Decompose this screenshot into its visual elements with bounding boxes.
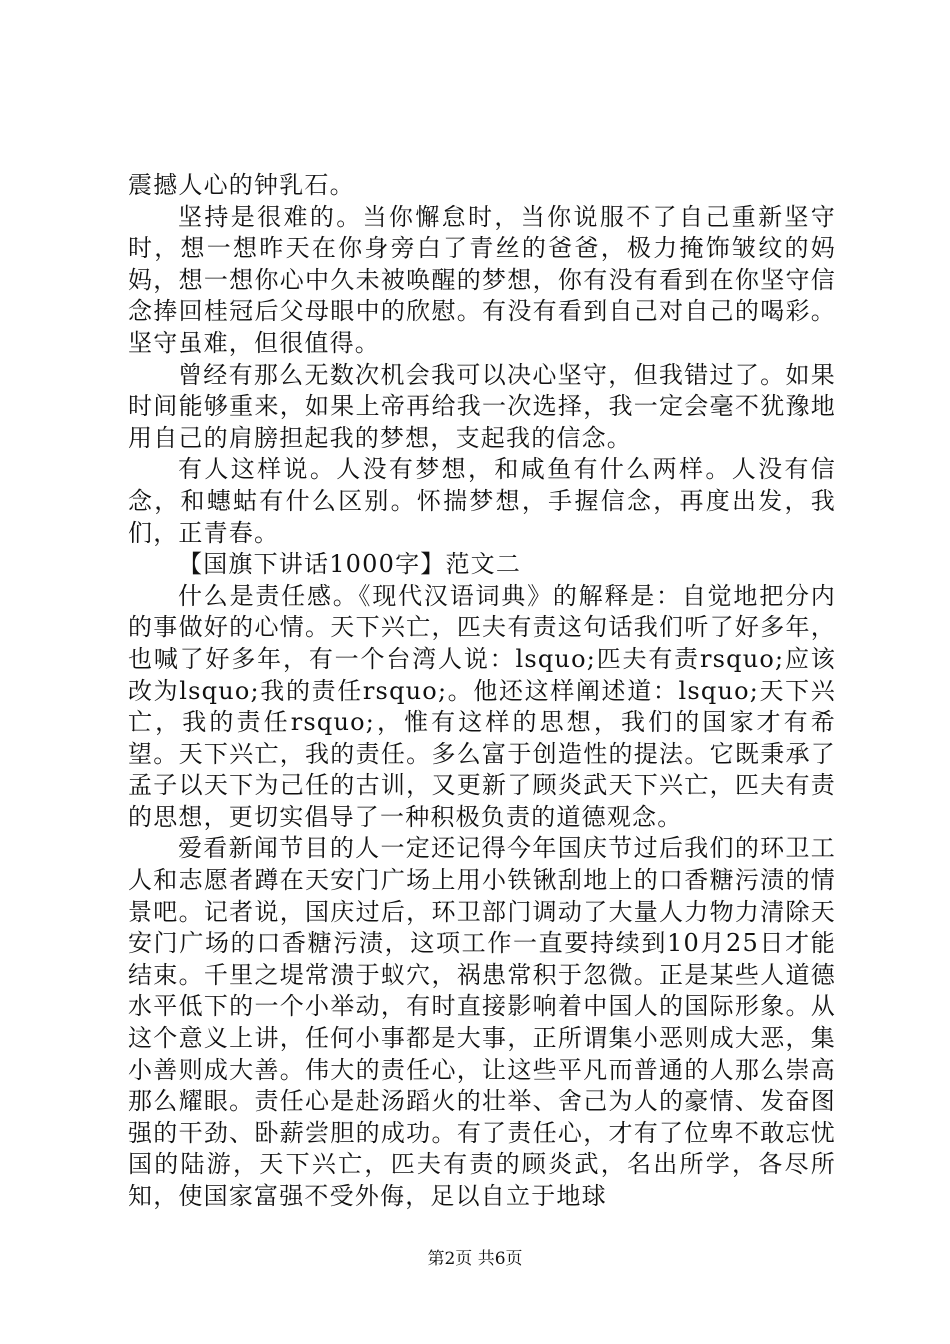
paragraph-3: 曾经有那么无数次机会我可以决心坚守，但我错过了。如果时间能够重来，如果上帝再给我一次选择，我一定会毫不犹豫地用自己的肩膀担起我的梦想，支起我的信念。 — [128, 360, 836, 452]
page-footer — [0, 1244, 950, 1269]
paragraph-5: 什么是责任感。《现代汉语词典》的解释是：自觉地把分内的事做好的心情。天下兴亡，匹夫有责这句话我们听了好多年，也喊了好多年，有一个台湾人说：lsquo;匹夫有责rsquo;应该改为lsquo;我的责任rsquo;。他还这样阐述道：lsquo;天下兴亡，我的责任rsquo;，惟有这样的思想，我们的国家才有希望。天下兴亡，我的责任。多么富于创造性的提法。它既秉承了孟子以天下为己任的古训，又更新了顾炎武天下兴亡，匹夫有责的思想，更切实倡导了一种积极负责的道德观念。 — [128, 581, 836, 831]
paragraph-4: 有人这样说。人没有梦想，和咸鱼有什么两样。人没有信念，和蟪蛄有什么区别。怀揣梦想，手握信念，再度出发，我们，正青春。 — [128, 455, 836, 547]
paragraph-6: 爱看新闻节目的人一定还记得今年国庆节过后我们的环卫工人和志愿者蹲在天安门广场上用小铁锹刮地上的口香糖污渍的情景吧。记者说，国庆过后，环卫部门调动了大量人力物力清除天安门广场的口香糖污渍，这项工作一直要持续到10月25日才能结束。千里之堤常溃于蚁穴，祸患常积于忽微。正是某些人道德水平低下的一个小举动，有时直接影响着中国人的国际形象。从这个意义上讲，任何小事都是大事，正所谓集小恶则成大恶，集小善则成大善。伟大的责任心，让这些平凡而普通的人那么崇高那么耀眼。责任心是赴汤蹈火的壮举、舍己为人的豪情、发奋图强的干劲、卧薪尝胆的成功。有了责任心，才有了位卑不敢忘忧国的陆游，天下兴亡，匹夫有责的顾炎武，名出所学，各尽所知，使国家富强不受外侮，足以自立于地球 — [128, 834, 836, 1210]
section-heading: 【国旗下讲话1000字】范文二 — [178, 550, 522, 579]
page-number: 第2页 共6页 — [427, 1249, 523, 1269]
paragraph-2: 坚持是很难的。当你懈怠时，当你说服不了自己重新坚守时，想一想昨天在你身旁白了青丝的爸爸，极力掩饰皱纹的妈妈，想一想你心中久未被唤醒的梦想，你有没有看到在你坚守信念捧回桂冠后父母眼中的欣慰。有没有看到自己对自己的喝彩。坚守虽难，但很值得。 — [128, 202, 836, 357]
paragraph-1: 震撼人心的钟乳石。 — [128, 171, 355, 199]
document-body — [128, 170, 836, 1213]
